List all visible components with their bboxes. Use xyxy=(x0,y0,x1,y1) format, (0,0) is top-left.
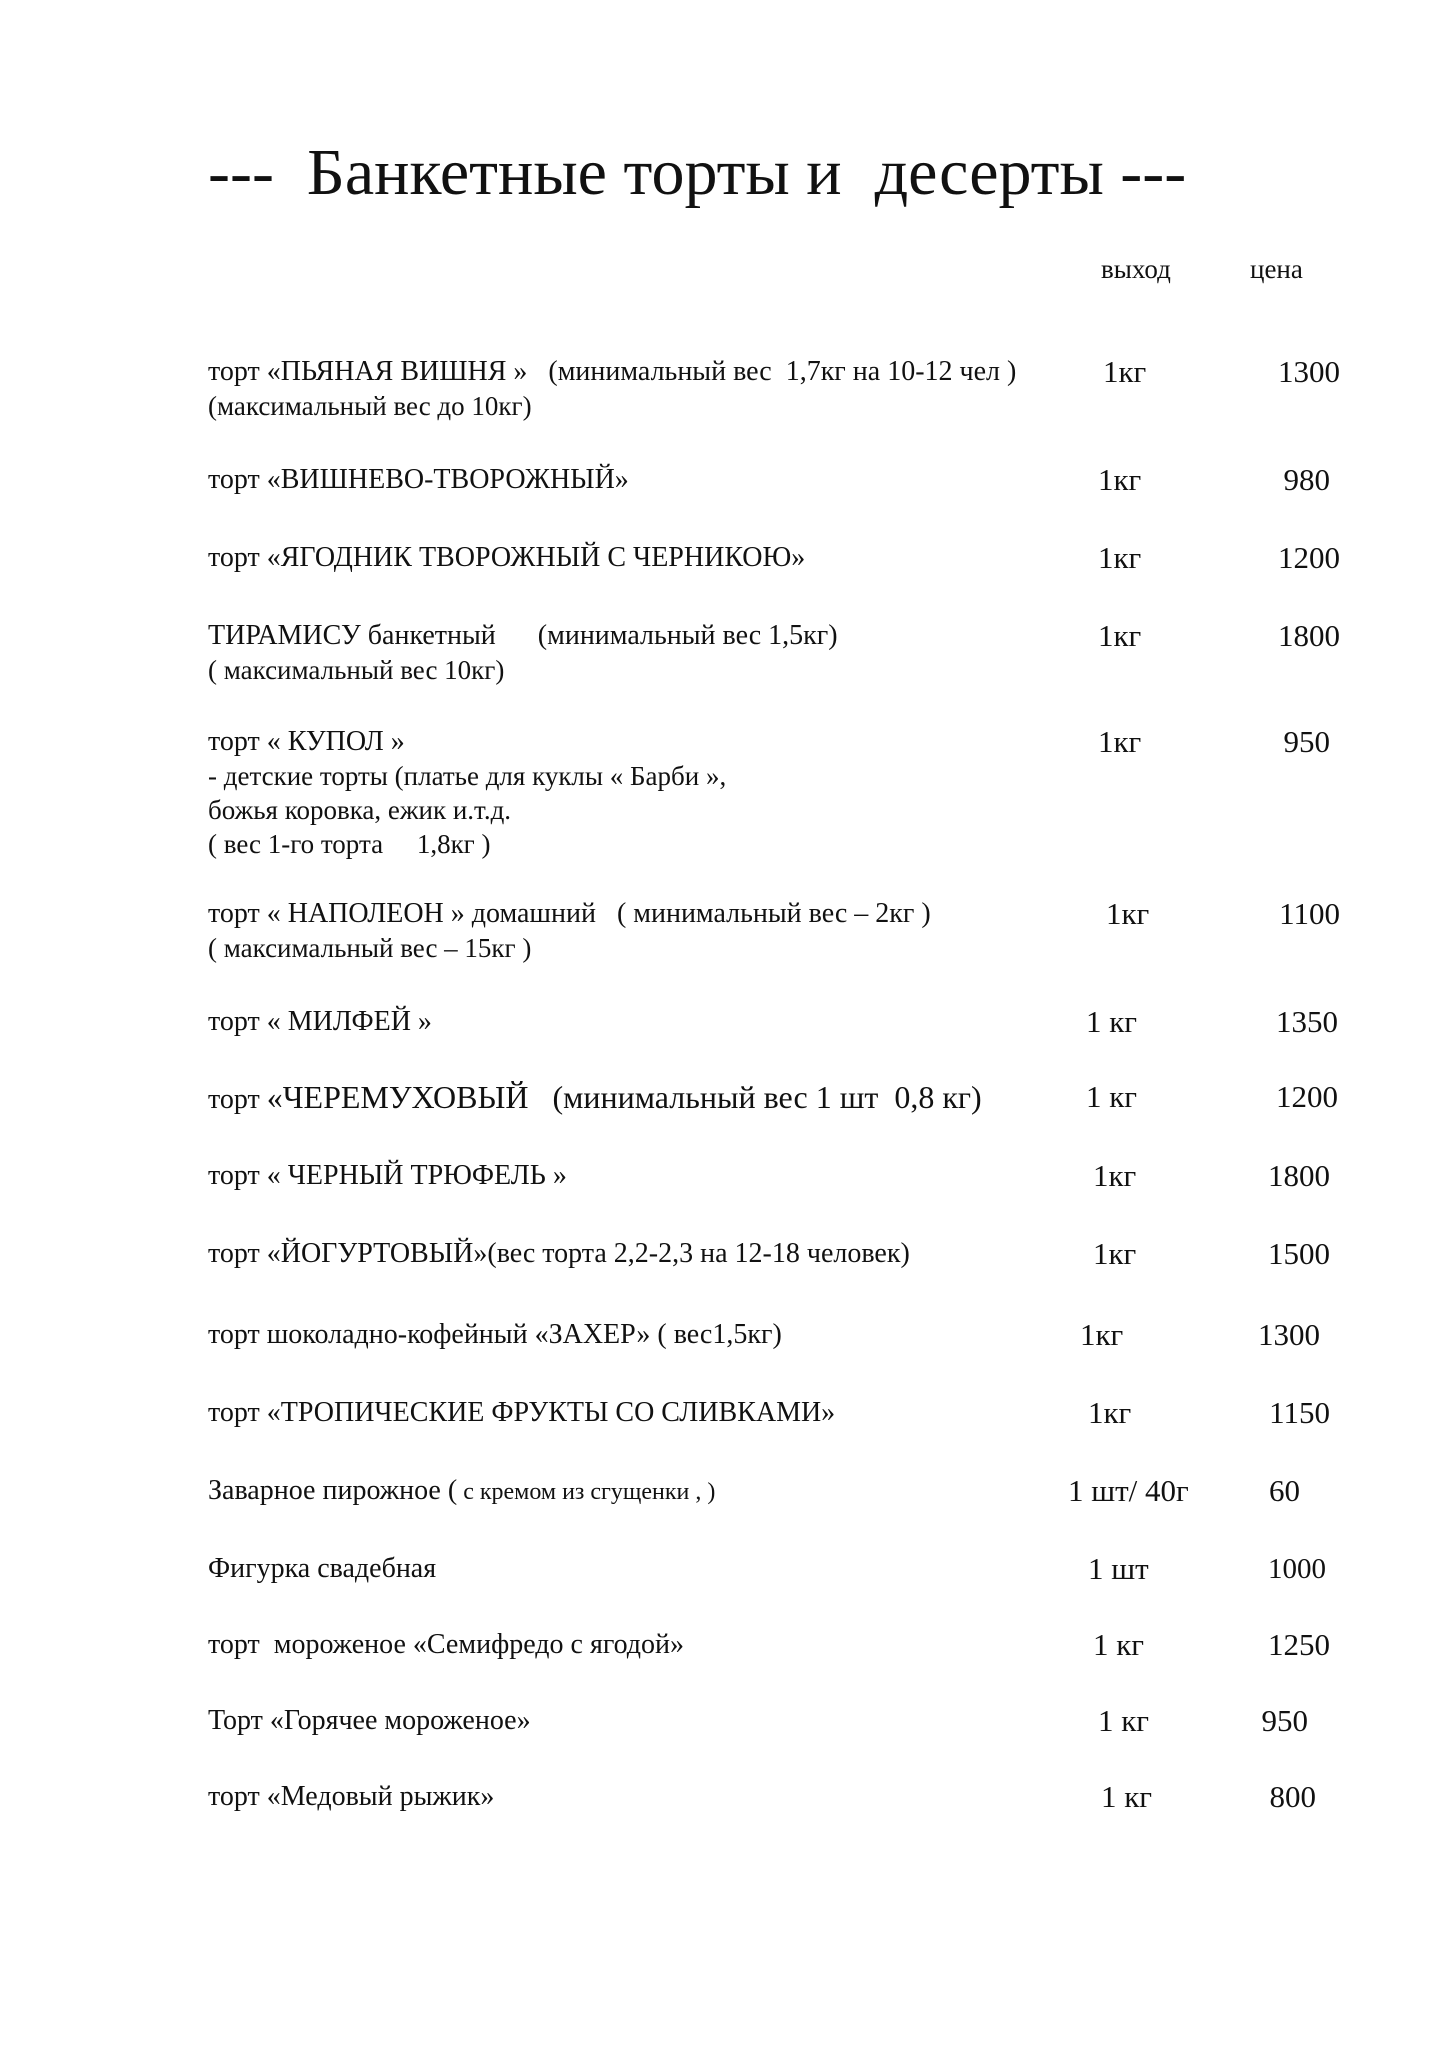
item-name: Фигурка свадебная xyxy=(208,1553,437,1584)
item-price: 1250 xyxy=(1268,1627,1330,1662)
item-name: торт «Медовый рыжик» xyxy=(208,1781,495,1812)
item-name: торт «ЙОГУРТОВЫЙ»(вес торта 2,2-2,3 на 12-18 человек) xyxy=(208,1238,910,1269)
item-yield: 1 кг xyxy=(1098,1703,1150,1738)
column-header-yield: выход xyxy=(1101,254,1171,284)
menu-item xyxy=(208,355,1408,423)
item-price: 980 xyxy=(1283,462,1330,497)
item-name: торт « ЧЕРНЫЙ ТРЮФЕЛЬ » xyxy=(208,1160,567,1191)
menu-item xyxy=(208,1552,1408,1586)
item-price: 800 xyxy=(1269,1779,1316,1814)
item-name-prefix: торт xyxy=(208,1084,267,1115)
item-yield: 1 шт xyxy=(1088,1551,1149,1586)
item-name: торт «ЯГОДНИК ТВОРОЖНЫЙ С ЧЕРНИКОЮ» xyxy=(208,542,806,573)
menu-item xyxy=(208,1237,1408,1271)
menu-item xyxy=(208,463,1408,497)
item-name: Торт «Горячее мороженое» xyxy=(208,1705,531,1736)
item-name: торт «ТРОПИЧЕСКИЕ ФРУКТЫ СО СЛИВКАМИ» xyxy=(208,1397,836,1428)
item-price: 1200 xyxy=(1278,540,1340,575)
item-yield: 1кг xyxy=(1093,1158,1137,1193)
item-name: торт « НАПОЛЕОН » домашний ( минимальный вес – 2кг ) xyxy=(208,898,931,929)
item-price: 60 xyxy=(1269,1473,1300,1508)
item-price: 1150 xyxy=(1269,1395,1330,1430)
item-yield: 1кг xyxy=(1103,354,1147,389)
menu-item xyxy=(208,1005,1408,1039)
menu-item xyxy=(208,1704,1408,1738)
item-name: «ЧЕРЕМУХОВЫЙ (минимальный вес 1 шт 0,8 кг) xyxy=(266,1079,982,1115)
menu-item xyxy=(208,1628,1408,1662)
item-yield: 1кг xyxy=(1088,1395,1132,1430)
item-price: 1000 xyxy=(1268,1553,1326,1585)
item-price: 1300 xyxy=(1258,1317,1320,1352)
item-price: 1800 xyxy=(1268,1158,1330,1193)
page-title: --- Банкетные торты и десерты --- xyxy=(208,136,1187,209)
column-header-price: цена xyxy=(1250,254,1303,284)
menu-item xyxy=(208,1396,1408,1430)
item-yield: 1 кг xyxy=(1093,1627,1145,1662)
item-yield: 1кг xyxy=(1093,1236,1137,1271)
item-price: 1350 xyxy=(1276,1004,1338,1039)
item-yield: 1 шт/ 40г xyxy=(1068,1473,1189,1508)
item-yield: 1кг xyxy=(1080,1317,1124,1352)
item-name: торт мороженое «Семифредо с ягодой» xyxy=(208,1629,685,1660)
item-name: торт « КУПОЛ » xyxy=(208,726,405,757)
item-name-note: с кремом из сгущенки , ) xyxy=(457,1479,716,1505)
menu-item xyxy=(208,1159,1408,1193)
item-yield: 1 кг xyxy=(1101,1779,1153,1814)
item-price: 950 xyxy=(1261,1703,1308,1738)
menu-item xyxy=(208,541,1408,575)
item-name: торт «ВИШНЕВО-ТВОРОЖНЫЙ» xyxy=(208,464,629,495)
menu-item xyxy=(208,1474,1408,1509)
item-yield: 1кг xyxy=(1098,618,1142,653)
menu-item xyxy=(208,897,1408,965)
item-yield: 1 кг xyxy=(1086,1079,1138,1114)
item-detail: ( максимальный вес 10кг) xyxy=(208,655,505,685)
item-price: 1100 xyxy=(1279,896,1340,931)
item-yield: 1 кг xyxy=(1086,1004,1138,1039)
item-yield: 1кг xyxy=(1098,724,1142,759)
menu-item xyxy=(208,619,1408,687)
item-price: 1200 xyxy=(1276,1079,1338,1114)
item-detail: - детские торты (платье для куклы « Барби », xyxy=(208,761,727,791)
item-detail: (максимальный вес до 10кг) xyxy=(208,391,532,421)
menu-item xyxy=(208,725,1408,861)
item-name: торт шоколадно-кофейный «ЗАХЕР» ( вес1,5кг) xyxy=(208,1319,782,1350)
item-name: Заварное пирожное ( xyxy=(208,1475,458,1506)
item-price: 1300 xyxy=(1278,354,1340,389)
item-name: ТИРАМИСУ банкетный (минимальный вес 1,5кг) xyxy=(208,620,838,651)
item-yield: 1кг xyxy=(1098,540,1142,575)
menu-item xyxy=(208,1318,1408,1352)
item-yield: 1кг xyxy=(1098,462,1142,497)
menu-item xyxy=(208,1080,1408,1117)
item-detail: ( максимальный вес – 15кг ) xyxy=(208,933,532,963)
menu-item xyxy=(208,1780,1408,1814)
item-detail: божья коровка, ежик и.т.д. xyxy=(208,795,512,825)
item-yield: 1кг xyxy=(1106,896,1150,931)
item-detail: ( вес 1-го торта 1,8кг ) xyxy=(208,829,491,859)
item-price: 1800 xyxy=(1278,618,1340,653)
item-name: торт « МИЛФЕЙ » xyxy=(208,1006,432,1037)
item-price: 1500 xyxy=(1268,1236,1330,1271)
item-name: торт «ПЬЯНАЯ ВИШНЯ » (минимальный вес 1,7кг на 10-12 чел ) xyxy=(208,356,1017,387)
item-price: 950 xyxy=(1283,724,1330,759)
